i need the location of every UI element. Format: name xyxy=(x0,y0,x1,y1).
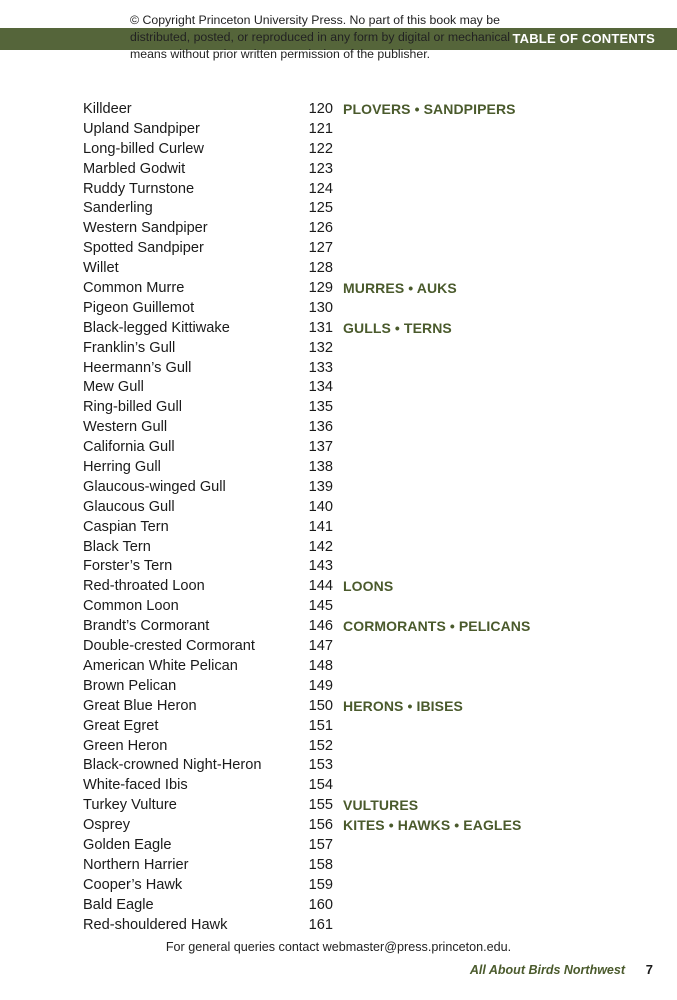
section-heading: KITES • HAWKS • EAGLES xyxy=(343,817,522,834)
species-name: Great Blue Heron xyxy=(83,697,197,714)
species-name: Herring Gull xyxy=(83,459,161,476)
page-ref: 158 xyxy=(308,856,333,873)
species-name: Sanderling xyxy=(83,200,153,217)
species-name: Long-billed Curlew xyxy=(83,140,204,157)
species-name: Glaucous Gull xyxy=(83,498,175,515)
page-ref: 147 xyxy=(308,638,333,655)
species-name: Western Sandpiper xyxy=(83,220,208,237)
species-name: American White Pelican xyxy=(83,657,238,674)
species-name: Ring-billed Gull xyxy=(83,399,182,416)
species-name: Willet xyxy=(83,260,119,277)
species-name: Ruddy Turnstone xyxy=(83,180,195,197)
page-ref: 124 xyxy=(308,180,333,197)
species-name: Northern Harrier xyxy=(83,856,189,873)
page-ref: 151 xyxy=(308,717,333,734)
page-ref: 153 xyxy=(308,757,333,774)
species-name: Spotted Sandpiper xyxy=(83,240,204,257)
page-ref: 139 xyxy=(308,478,333,495)
species-name: Green Heron xyxy=(83,737,168,754)
page-ref: 128 xyxy=(308,260,333,277)
page-ref: 142 xyxy=(308,538,333,555)
page-number: 7 xyxy=(645,962,653,977)
page-ref: 126 xyxy=(308,220,333,237)
page-ref: 121 xyxy=(308,120,333,137)
page-ref: 149 xyxy=(308,677,333,694)
species-name: Black-crowned Night-Heron xyxy=(83,757,262,774)
page-ref: 161 xyxy=(308,916,333,933)
page-ref: 138 xyxy=(308,459,333,476)
page-ref: 132 xyxy=(308,339,333,356)
species-name: Marbled Godwit xyxy=(83,160,186,177)
species-name: Turkey Vulture xyxy=(83,797,177,814)
species-name: Heermann’s Gull xyxy=(83,359,192,376)
species-name: Glaucous-winged Gull xyxy=(83,478,226,495)
page-ref: 148 xyxy=(308,657,333,674)
species-name: Golden Eagle xyxy=(83,836,172,853)
page-ref: 129 xyxy=(308,280,333,297)
species-name: Brandt’s Cormorant xyxy=(83,618,210,635)
section-heading: VULTURES xyxy=(343,797,419,814)
species-name: White-faced Ibis xyxy=(83,777,188,794)
species-name: Common Loon xyxy=(83,598,179,615)
page-ref: 144 xyxy=(308,578,333,595)
page-ref: 156 xyxy=(308,817,333,834)
page-ref: 123 xyxy=(308,160,333,177)
species-name: Osprey xyxy=(83,817,131,834)
section-heading: LOONS xyxy=(343,578,394,595)
page-ref: 133 xyxy=(308,359,333,376)
page-ref: 130 xyxy=(308,299,333,316)
section-title: TABLE OF CONTENTS xyxy=(512,31,655,46)
page-ref: 143 xyxy=(308,558,333,575)
page-ref: 150 xyxy=(308,697,333,714)
species-name: Mew Gull xyxy=(83,379,144,396)
page-ref: 159 xyxy=(308,876,333,893)
book-title: All About Birds Northwest xyxy=(469,963,625,977)
page-ref: 120 xyxy=(308,101,333,117)
species-name: California Gull xyxy=(83,439,175,456)
page-ref: 157 xyxy=(308,836,333,853)
page-ref: 154 xyxy=(308,777,333,794)
page-ref: 140 xyxy=(308,498,333,515)
copyright-notice: © Copyright Princeton University Press. No part of this book may be distributed, posted, or reproduced in any form by digital or mechanical means without prior written permission of the publisher. xyxy=(130,13,511,61)
page-ref: 127 xyxy=(308,240,333,257)
page-ref: 141 xyxy=(308,518,333,535)
page-ref: 136 xyxy=(308,419,333,436)
species-name: Franklin’s Gull xyxy=(83,339,176,356)
species-name: Cooper’s Hawk xyxy=(83,876,183,893)
species-name: Double-crested Cormorant xyxy=(83,638,255,655)
species-name: Red-shouldered Hawk xyxy=(83,916,228,933)
species-name: Black Tern xyxy=(83,538,151,555)
species-name: Black-legged Kittiwake xyxy=(83,319,230,336)
species-name: Red-throated Loon xyxy=(83,578,205,595)
section-heading: PLOVERS • SANDPIPERS xyxy=(343,101,516,117)
page-ref: 134 xyxy=(308,379,333,396)
species-name: Brown Pelican xyxy=(83,677,177,694)
species-name: Forster’s Tern xyxy=(83,558,173,575)
species-name: Great Egret xyxy=(83,717,159,734)
contact-line: For general queries contact webmaster@press.princeton.edu. xyxy=(165,940,512,954)
page-ref: 160 xyxy=(308,896,333,913)
page-ref: 152 xyxy=(308,737,333,754)
section-heading: MURRES • AUKS xyxy=(343,280,457,297)
species-name: Killdeer xyxy=(83,101,132,117)
page-ref: 145 xyxy=(308,598,333,615)
page-ref: 146 xyxy=(308,618,333,635)
page-ref: 135 xyxy=(308,399,333,416)
page-ref: 131 xyxy=(308,319,333,336)
species-name: Common Murre xyxy=(83,280,185,297)
page-ref: 137 xyxy=(308,439,333,456)
species-name: Bald Eagle xyxy=(83,896,154,913)
page-ref: 122 xyxy=(308,140,333,157)
species-name: Pigeon Guillemot xyxy=(83,299,195,316)
species-name: Upland Sandpiper xyxy=(83,120,200,137)
species-name: Western Gull xyxy=(83,419,168,436)
section-heading: HERONS • IBISES xyxy=(343,697,463,714)
section-heading: GULLS • TERNS xyxy=(343,319,452,336)
page-ref: 125 xyxy=(308,200,333,217)
section-heading: CORMORANTS • PELICANS xyxy=(343,618,531,635)
page-ref: 155 xyxy=(308,797,333,814)
species-name: Caspian Tern xyxy=(83,518,169,535)
